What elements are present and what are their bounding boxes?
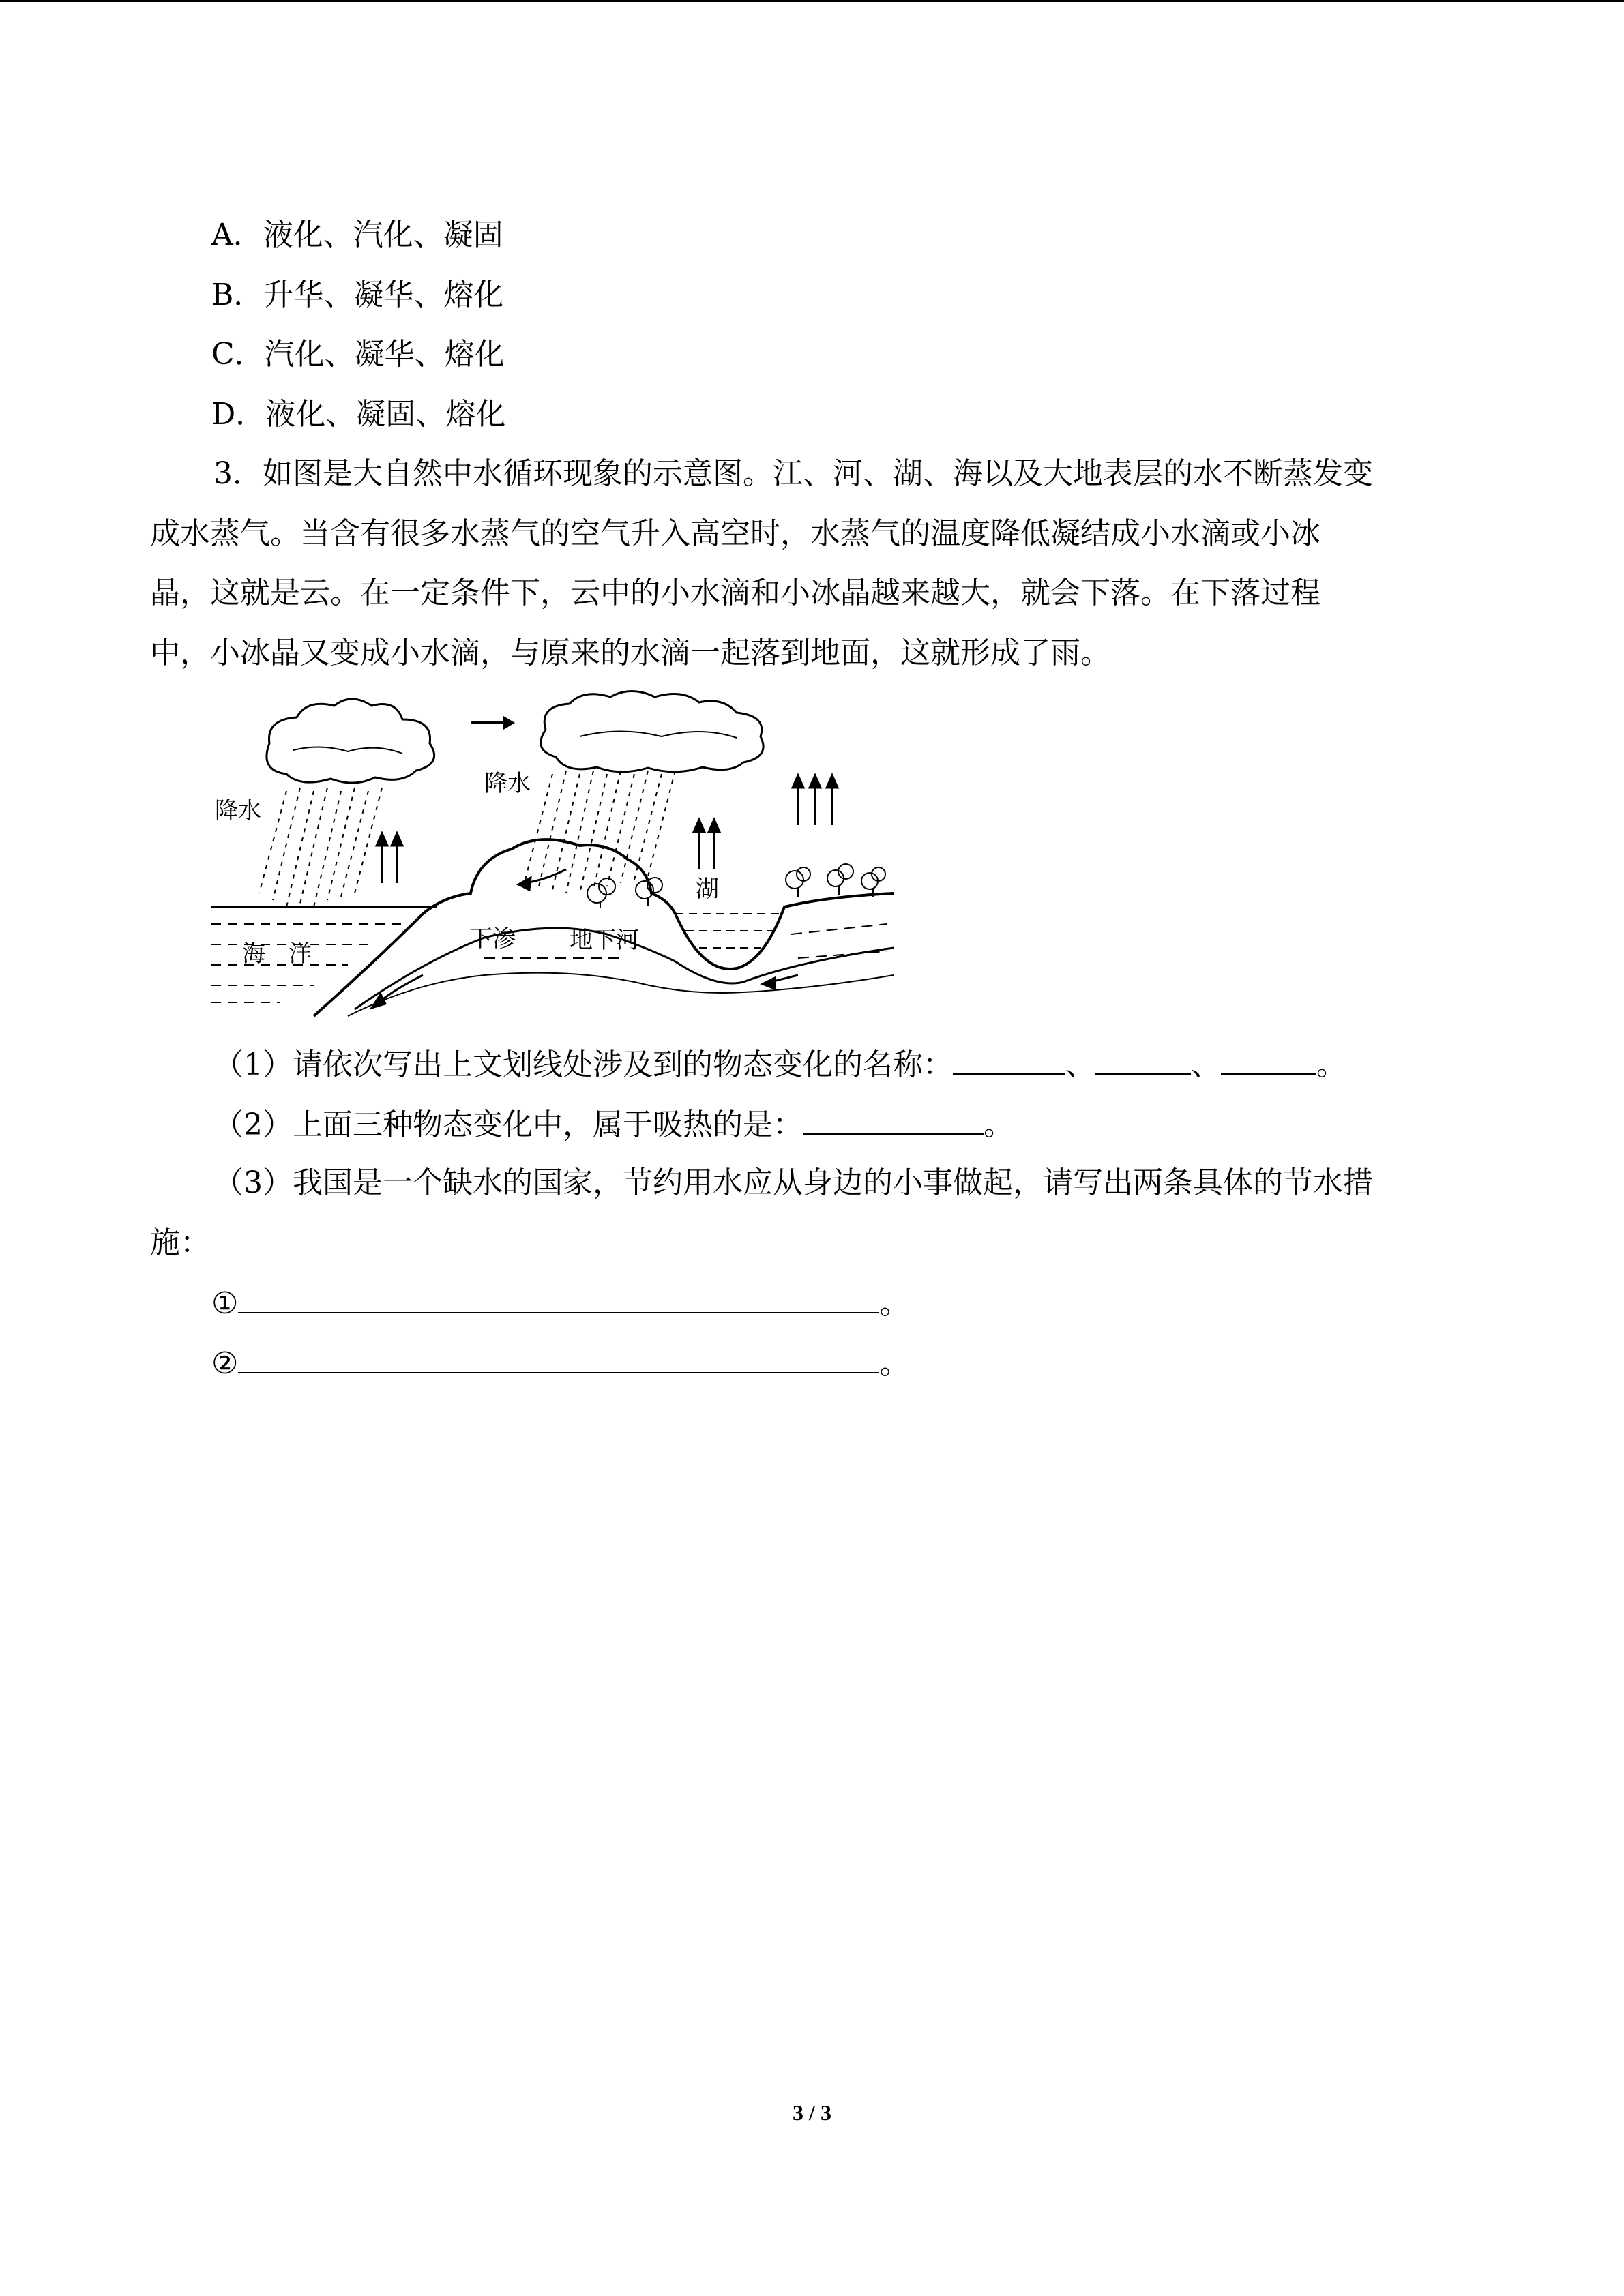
subquestion-2-text: （2）上面三种物态变化中，属于吸热的是： [213, 1107, 803, 1142]
rain-left [259, 788, 382, 907]
separator: 、 [1191, 1047, 1221, 1082]
answer-line-2 [211, 1342, 909, 1384]
option-d [211, 394, 505, 435]
label-lake: 湖 [696, 876, 719, 903]
evaporation-arrows-lake [694, 820, 720, 869]
circled-number: ① [211, 1286, 239, 1321]
subquestion-3-line-1: （3）我国是一个缺水的国家，节约用水应从身边的小事做起，请写出两条具体的节水措 [213, 1165, 1373, 1200]
label-rain-left: 降水 [215, 797, 261, 824]
period: 。 [1316, 1047, 1346, 1082]
subquestion-1 [213, 1043, 1346, 1086]
answer-blank-6[interactable] [238, 1342, 879, 1373]
answer-blank-1[interactable] [953, 1043, 1065, 1075]
answer-blank-4[interactable] [803, 1103, 984, 1135]
subquestion-1-text: （1）请依次写出上文划线处涉及到的物态变化的名称： [213, 1047, 953, 1082]
period: 。 [879, 1346, 910, 1381]
water-cycle-diagram [198, 689, 907, 1023]
circled-number: ② [211, 1346, 239, 1381]
label-seep: 下渗 [469, 925, 516, 953]
option-letter: D． [211, 397, 266, 432]
period: 。 [879, 1286, 910, 1321]
subquestion-3-line-2: 施： [150, 1225, 210, 1260]
label-sea: 海 洋 [242, 940, 312, 968]
answer-blank-2[interactable] [1095, 1043, 1191, 1075]
option-text: 汽化、凝华、熔化 [264, 337, 505, 372]
trees [587, 864, 885, 908]
option-b [211, 275, 503, 316]
option-letter: A． [211, 218, 263, 252]
option-text: 液化、汽化、凝固 [263, 218, 503, 252]
option-letter: B． [211, 278, 264, 312]
evaporation-arrows-land [793, 775, 838, 825]
question3-line-2: 成水蒸气。当含有很多水蒸气的空气升入高空时，水蒸气的温度降低凝结成小水滴或小冰 [150, 516, 1320, 551]
label-underground-river: 地下河 [570, 927, 639, 954]
option-text: 升华、凝华、熔化 [263, 278, 504, 312]
cloud-right [541, 691, 763, 772]
cloud-left [267, 699, 434, 783]
question3-line-4: 中，小冰晶又变成小水滴，与原来的水滴一起落到地面，这就形成了雨。 [150, 636, 1110, 670]
answer-blank-3[interactable] [1221, 1043, 1316, 1075]
label-rain-right: 降水 [484, 770, 531, 797]
page-number: 3 / 3 [793, 2100, 831, 2125]
option-a [211, 215, 503, 256]
evaporation-arrows-sea [377, 833, 402, 883]
option-c [211, 334, 505, 375]
period: 。 [984, 1107, 1014, 1142]
option-text: 液化、凝固、熔化 [265, 397, 506, 432]
answer-blank-5[interactable] [238, 1282, 879, 1313]
page-top-border [0, 0, 1624, 2]
question3-line-1: 3．如图是大自然中水循环现象的示意图。江、河、湖、海以及大地表层的水不断蒸发变 [213, 456, 1373, 491]
cloud-movement-arrow [471, 716, 515, 730]
option-letter: C． [211, 337, 265, 372]
rain-right [525, 771, 675, 893]
question3-line-3: 晶，这就是云。在一定条件下，云中的小水滴和小冰晶越来越大，就会下落。在下落过程 [150, 576, 1320, 610]
separator: 、 [1065, 1047, 1095, 1082]
subquestion-2 [213, 1103, 1014, 1146]
answer-line-1 [211, 1282, 909, 1324]
